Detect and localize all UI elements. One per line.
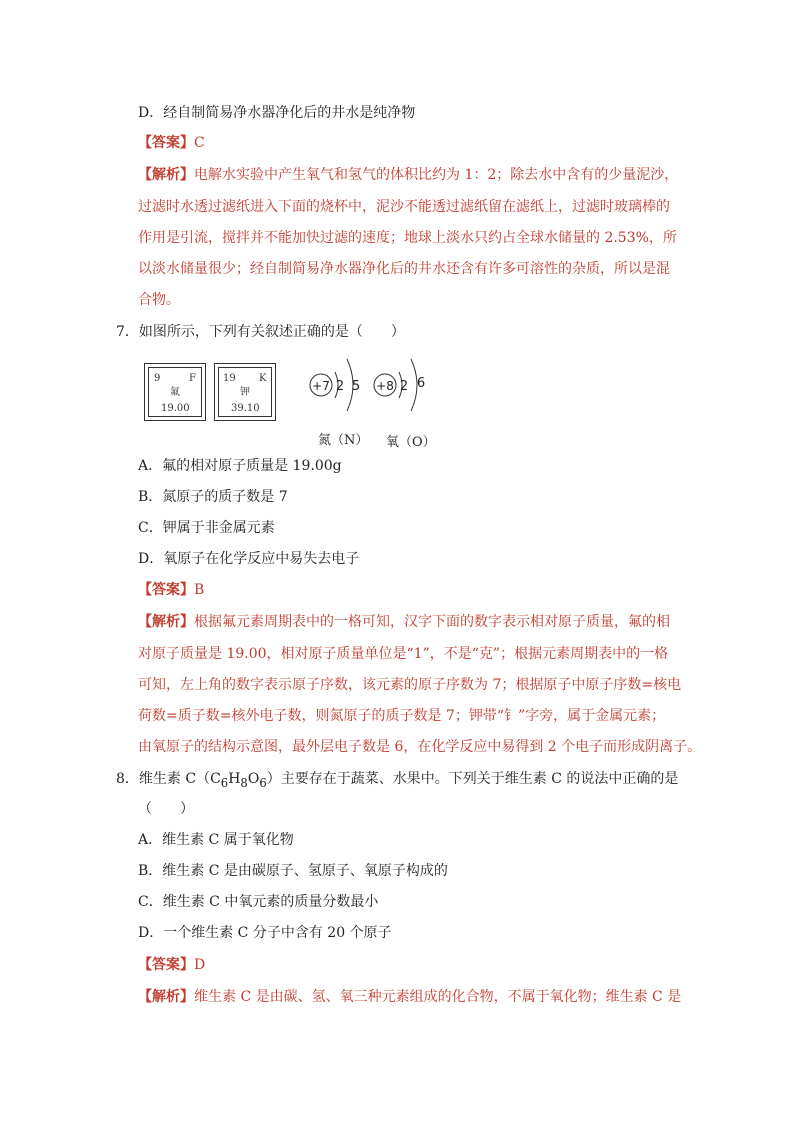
q7-stem: 7．如图所示，下列有关叙述正确的是（ ） [116,324,405,340]
q8-option-a: A．维生素 C 属于氧化物 [138,832,294,848]
nitrogen-label: 氮（N） [318,433,369,448]
formula-element: O [247,771,260,787]
q7-option-d: D．氧原子在化学反应中易失去电子 [138,551,360,567]
fluorine-cell [144,363,206,421]
q8-answer [138,955,205,975]
explain-text: 电解水实验中产生氧气和氢气的体积比约为 1：2；除去水中含有的少量泥沙， [194,167,679,183]
q7-option-a: A．氟的相对原子质量是 19.00g [138,458,342,474]
q7-explain-line-3: 可知，左上角的数字表示原子序数，该元素的原子序数为 7；根据原子中原子序数=核电 [138,677,682,693]
q7-explain-line-5: 由氧原子的结构示意图，最外层电子数是 6，在化学反应中易得到 2 个电子而形成阴离子。 [138,739,702,755]
fluorine-number: 9 [154,373,161,384]
q7-explain-line-2: 对原子质量是 19.00，相对原子质量单位是“1”，不是“克”；根据元素周期表中的一格 [138,646,669,662]
nitrogen-shell-2: 5 [351,379,361,394]
explain-tag: 【解析】 [138,989,194,1005]
q8-stem-line-2: （ ） [138,801,194,817]
formula-element: H [228,771,241,787]
nitrogen-shell-1: 2 [335,379,345,394]
q7-answer [138,580,204,600]
answer-value: B [194,582,205,598]
answer-tag: 【答案】 [138,135,194,151]
fluorine-name: 氟 [170,387,180,398]
oxygen-nucleus: +8 [376,379,394,393]
q7-explain-line-4: 荷数=质子数=核外电子数，则氮原子的质子数是 7；钾带“钅”字旁，属于金属元素； [138,708,666,724]
q7-explain-line-1 [138,612,670,632]
answer-value: D [194,957,206,973]
nitrogen-atom [310,359,360,411]
q6-explain-line-1 [138,165,678,185]
nitrogen-nucleus: +7 [312,379,330,393]
oxygen-shell-2: 6 [416,376,426,391]
formula-subscript: 8 [240,775,248,790]
explain-tag: 【解析】 [138,167,194,183]
fluorine-mass: 19.00 [161,403,190,414]
q8-stem-text: ）主要存在于蔬菜、水果中。下列关于维生素 C 的说法中正确的是 [266,771,679,787]
q6-explain-line-3: 作用是引流，搅拌并不能加快过滤的速度；地球上淡水只约占全球水储量的 2.53%，所 [138,230,677,246]
q8-option-d: D．一个维生素 C 分子中含有 20 个原子 [138,925,392,941]
explain-text: 根据氟元素周期表中的一格可知，汉字下面的数字表示相对原子质量，氟的相 [194,614,670,630]
q6-explain-line-2: 过滤时水透过滤纸进入下面的烧杯中，泥沙不能透过滤纸留在滤纸上，过滤时玻璃棒的 [138,199,670,215]
q7-option-b: B．氮原子的质子数是 7 [138,489,288,505]
potassium-cell [214,363,276,421]
q8-option-b: B．维生素 C 是由碳原子、氢原子、氧原子构成的 [138,863,448,879]
q8-option-c: C．维生素 C 中氧元素的质量分数最小 [138,894,379,910]
formula-subscript: 6 [220,775,229,790]
answer-value: C [194,135,205,151]
explain-tag: 【解析】 [138,614,194,630]
potassium-name: 钾 [240,387,250,398]
potassium-number: 19 [223,373,236,384]
answer-tag: 【答案】 [138,957,194,973]
q6-explain-line-4: 以淡水储量很少；经自制简易净水器净化后的井水还含有许多可溶性的杂质，所以是混 [138,261,670,277]
potassium-mass: 39.10 [231,403,260,414]
explain-text: 维生素 C 是由碳、氢、氧三种元素组成的化合物，不属于氧化物；维生素 C 是 [194,989,682,1005]
formula-subscript: 6 [259,775,267,790]
potassium-symbol: K [259,373,267,384]
answer-tag: 【答案】 [138,582,194,598]
oxygen-shell-1: 2 [399,379,409,394]
q8-stem-line-1 [116,769,678,793]
atom-structure-diagrams [304,345,444,425]
fluorine-symbol: F [189,373,196,384]
q8-explain-line-1 [138,987,681,1007]
oxygen-atom [374,359,425,411]
q6-option-d: D．经自制简易净水器净化后的井水是纯净物 [138,105,416,121]
q6-explain-line-5: 合物。 [138,292,180,308]
oxygen-label: 氧（O） [386,435,436,450]
q8-stem-text: 8．维生素 C（C [116,771,221,787]
q6-answer [138,133,205,153]
q7-option-c: C．钾属于非金属元素 [138,520,275,536]
